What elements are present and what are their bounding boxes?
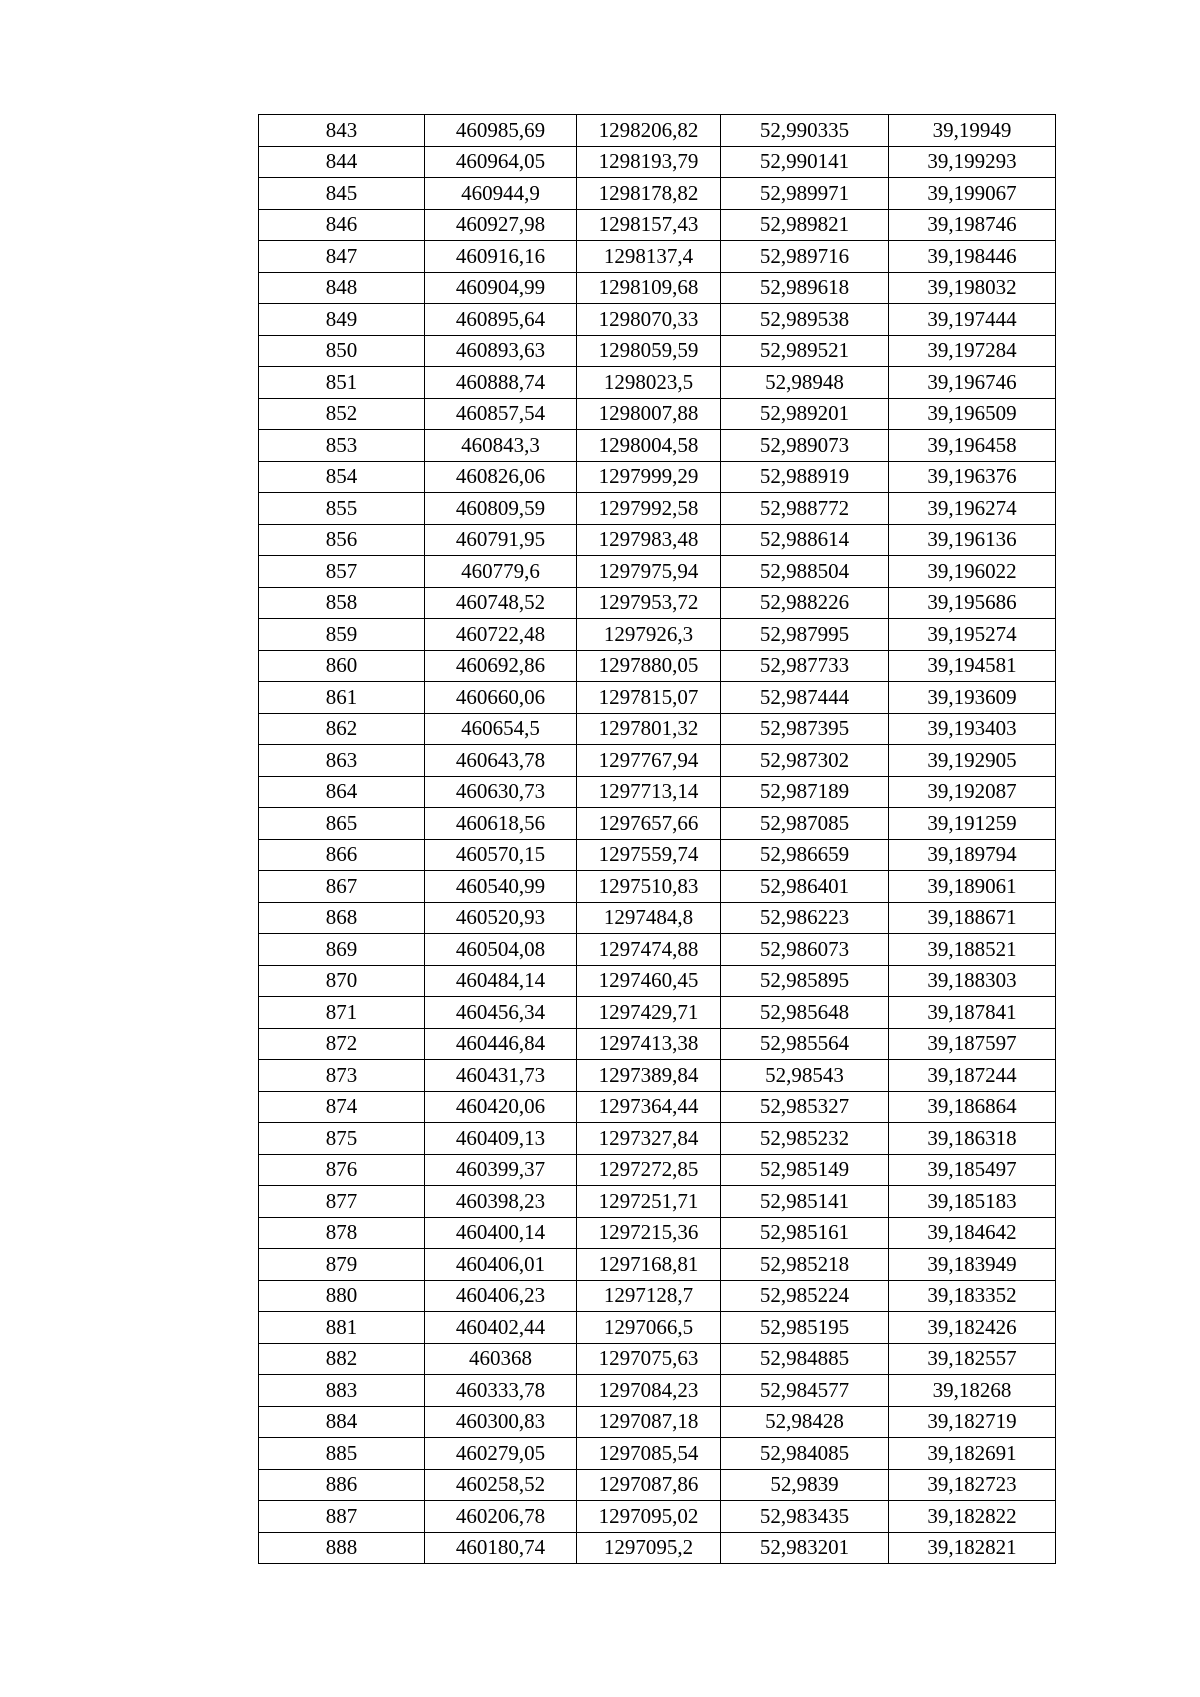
x-coordinate-cell: 460570,15 <box>425 839 577 871</box>
point-number-cell: 887 <box>259 1501 425 1533</box>
y-coordinate-cell: 1297066,5 <box>577 1312 721 1344</box>
y-coordinate-cell: 1297087,86 <box>577 1469 721 1501</box>
longitude-cell: 39,187244 <box>889 1060 1056 1092</box>
y-coordinate-cell: 1297510,83 <box>577 871 721 903</box>
table-row <box>259 493 1056 525</box>
point-number-cell: 853 <box>259 430 425 462</box>
longitude-cell: 39,198446 <box>889 241 1056 273</box>
point-number-cell: 855 <box>259 493 425 525</box>
table-row <box>259 934 1056 966</box>
y-coordinate-cell: 1298157,43 <box>577 209 721 241</box>
latitude-cell: 52,985327 <box>721 1091 889 1123</box>
latitude-cell: 52,987444 <box>721 682 889 714</box>
latitude-cell: 52,988614 <box>721 524 889 556</box>
latitude-cell: 52,983435 <box>721 1501 889 1533</box>
longitude-cell: 39,197444 <box>889 304 1056 336</box>
x-coordinate-cell: 460300,83 <box>425 1406 577 1438</box>
x-coordinate-cell: 460692,86 <box>425 650 577 682</box>
longitude-cell: 39,196376 <box>889 461 1056 493</box>
latitude-cell: 52,984885 <box>721 1343 889 1375</box>
point-number-cell: 867 <box>259 871 425 903</box>
table-row <box>259 1532 1056 1564</box>
point-number-cell: 888 <box>259 1532 425 1564</box>
latitude-cell: 52,985648 <box>721 997 889 1029</box>
latitude-cell: 52,987189 <box>721 776 889 808</box>
table-row <box>259 178 1056 210</box>
latitude-cell: 52,985232 <box>721 1123 889 1155</box>
latitude-cell: 52,983201 <box>721 1532 889 1564</box>
longitude-cell: 39,183352 <box>889 1280 1056 1312</box>
x-coordinate-cell: 460660,06 <box>425 682 577 714</box>
y-coordinate-cell: 1297364,44 <box>577 1091 721 1123</box>
x-coordinate-cell: 460400,14 <box>425 1217 577 1249</box>
point-number-cell: 846 <box>259 209 425 241</box>
table-row <box>259 1186 1056 1218</box>
point-number-cell: 860 <box>259 650 425 682</box>
point-number-cell: 861 <box>259 682 425 714</box>
table-row <box>259 808 1056 840</box>
x-coordinate-cell: 460406,01 <box>425 1249 577 1281</box>
longitude-cell: 39,199067 <box>889 178 1056 210</box>
y-coordinate-cell: 1297880,05 <box>577 650 721 682</box>
y-coordinate-cell: 1297085,54 <box>577 1438 721 1470</box>
latitude-cell: 52,985224 <box>721 1280 889 1312</box>
table-row <box>259 115 1056 147</box>
y-coordinate-cell: 1298070,33 <box>577 304 721 336</box>
longitude-cell: 39,198032 <box>889 272 1056 304</box>
point-number-cell: 862 <box>259 713 425 745</box>
y-coordinate-cell: 1297983,48 <box>577 524 721 556</box>
table-row <box>259 1217 1056 1249</box>
table-row <box>259 1249 1056 1281</box>
y-coordinate-cell: 1298206,82 <box>577 115 721 147</box>
x-coordinate-cell: 460279,05 <box>425 1438 577 1470</box>
y-coordinate-cell: 1298109,68 <box>577 272 721 304</box>
y-coordinate-cell: 1297474,88 <box>577 934 721 966</box>
x-coordinate-cell: 460904,99 <box>425 272 577 304</box>
latitude-cell: 52,986223 <box>721 902 889 934</box>
longitude-cell: 39,198746 <box>889 209 1056 241</box>
x-coordinate-cell: 460540,99 <box>425 871 577 903</box>
latitude-cell: 52,9839 <box>721 1469 889 1501</box>
table-row <box>259 713 1056 745</box>
point-number-cell: 845 <box>259 178 425 210</box>
table-row <box>259 587 1056 619</box>
latitude-cell: 52,990141 <box>721 146 889 178</box>
y-coordinate-cell: 1297713,14 <box>577 776 721 808</box>
latitude-cell: 52,985195 <box>721 1312 889 1344</box>
longitude-cell: 39,182691 <box>889 1438 1056 1470</box>
x-coordinate-cell: 460643,78 <box>425 745 577 777</box>
x-coordinate-cell: 460895,64 <box>425 304 577 336</box>
table-row <box>259 902 1056 934</box>
point-number-cell: 848 <box>259 272 425 304</box>
table-row <box>259 965 1056 997</box>
latitude-cell: 52,987085 <box>721 808 889 840</box>
y-coordinate-cell: 1297767,94 <box>577 745 721 777</box>
y-coordinate-cell: 1297657,66 <box>577 808 721 840</box>
point-number-cell: 878 <box>259 1217 425 1249</box>
x-coordinate-cell: 460420,06 <box>425 1091 577 1123</box>
point-number-cell: 857 <box>259 556 425 588</box>
latitude-cell: 52,988772 <box>721 493 889 525</box>
latitude-cell: 52,986401 <box>721 871 889 903</box>
latitude-cell: 52,985141 <box>721 1186 889 1218</box>
y-coordinate-cell: 1297460,45 <box>577 965 721 997</box>
table-row <box>259 1123 1056 1155</box>
x-coordinate-cell: 460368 <box>425 1343 577 1375</box>
table-row <box>259 241 1056 273</box>
longitude-cell: 39,182719 <box>889 1406 1056 1438</box>
y-coordinate-cell: 1297087,18 <box>577 1406 721 1438</box>
coordinates-table <box>258 114 1056 1564</box>
table-row <box>259 461 1056 493</box>
longitude-cell: 39,182822 <box>889 1501 1056 1533</box>
longitude-cell: 39,197284 <box>889 335 1056 367</box>
point-number-cell: 854 <box>259 461 425 493</box>
x-coordinate-cell: 460944,9 <box>425 178 577 210</box>
point-number-cell: 843 <box>259 115 425 147</box>
table-row <box>259 1343 1056 1375</box>
y-coordinate-cell: 1297484,8 <box>577 902 721 934</box>
latitude-cell: 52,987395 <box>721 713 889 745</box>
longitude-cell: 39,191259 <box>889 808 1056 840</box>
longitude-cell: 39,193403 <box>889 713 1056 745</box>
point-number-cell: 851 <box>259 367 425 399</box>
x-coordinate-cell: 460484,14 <box>425 965 577 997</box>
y-coordinate-cell: 1298007,88 <box>577 398 721 430</box>
latitude-cell: 52,984085 <box>721 1438 889 1470</box>
latitude-cell: 52,987995 <box>721 619 889 651</box>
longitude-cell: 39,195686 <box>889 587 1056 619</box>
latitude-cell: 52,98543 <box>721 1060 889 1092</box>
y-coordinate-cell: 1297413,38 <box>577 1028 721 1060</box>
y-coordinate-cell: 1297815,07 <box>577 682 721 714</box>
x-coordinate-cell: 460779,6 <box>425 556 577 588</box>
point-number-cell: 884 <box>259 1406 425 1438</box>
x-coordinate-cell: 460916,16 <box>425 241 577 273</box>
y-coordinate-cell: 1297327,84 <box>577 1123 721 1155</box>
y-coordinate-cell: 1298137,4 <box>577 241 721 273</box>
longitude-cell: 39,186864 <box>889 1091 1056 1123</box>
x-coordinate-cell: 460446,84 <box>425 1028 577 1060</box>
x-coordinate-cell: 460618,56 <box>425 808 577 840</box>
latitude-cell: 52,987302 <box>721 745 889 777</box>
table-row <box>259 1154 1056 1186</box>
y-coordinate-cell: 1297801,32 <box>577 713 721 745</box>
x-coordinate-cell: 460398,23 <box>425 1186 577 1218</box>
x-coordinate-cell: 460791,95 <box>425 524 577 556</box>
table-row <box>259 1375 1056 1407</box>
longitude-cell: 39,196458 <box>889 430 1056 462</box>
point-number-cell: 870 <box>259 965 425 997</box>
point-number-cell: 849 <box>259 304 425 336</box>
longitude-cell: 39,188671 <box>889 902 1056 934</box>
x-coordinate-cell: 460826,06 <box>425 461 577 493</box>
table-row <box>259 682 1056 714</box>
point-number-cell: 871 <box>259 997 425 1029</box>
y-coordinate-cell: 1297272,85 <box>577 1154 721 1186</box>
table-row <box>259 556 1056 588</box>
table-row <box>259 1060 1056 1092</box>
table-row <box>259 367 1056 399</box>
table-row <box>259 524 1056 556</box>
point-number-cell: 869 <box>259 934 425 966</box>
latitude-cell: 52,986659 <box>721 839 889 871</box>
point-number-cell: 882 <box>259 1343 425 1375</box>
x-coordinate-cell: 460406,23 <box>425 1280 577 1312</box>
latitude-cell: 52,989073 <box>721 430 889 462</box>
point-number-cell: 881 <box>259 1312 425 1344</box>
latitude-cell: 52,986073 <box>721 934 889 966</box>
table-row <box>259 1312 1056 1344</box>
latitude-cell: 52,985149 <box>721 1154 889 1186</box>
table-row <box>259 1091 1056 1123</box>
longitude-cell: 39,185183 <box>889 1186 1056 1218</box>
point-number-cell: 865 <box>259 808 425 840</box>
latitude-cell: 52,985564 <box>721 1028 889 1060</box>
longitude-cell: 39,199293 <box>889 146 1056 178</box>
y-coordinate-cell: 1297095,2 <box>577 1532 721 1564</box>
longitude-cell: 39,193609 <box>889 682 1056 714</box>
point-number-cell: 876 <box>259 1154 425 1186</box>
point-number-cell: 868 <box>259 902 425 934</box>
x-coordinate-cell: 460399,37 <box>425 1154 577 1186</box>
y-coordinate-cell: 1297559,74 <box>577 839 721 871</box>
longitude-cell: 39,192905 <box>889 745 1056 777</box>
latitude-cell: 52,989201 <box>721 398 889 430</box>
longitude-cell: 39,184642 <box>889 1217 1056 1249</box>
table-row <box>259 398 1056 430</box>
longitude-cell: 39,182723 <box>889 1469 1056 1501</box>
x-coordinate-cell: 460504,08 <box>425 934 577 966</box>
longitude-cell: 39,186318 <box>889 1123 1056 1155</box>
latitude-cell: 52,989716 <box>721 241 889 273</box>
point-number-cell: 874 <box>259 1091 425 1123</box>
x-coordinate-cell: 460893,63 <box>425 335 577 367</box>
y-coordinate-cell: 1297128,7 <box>577 1280 721 1312</box>
point-number-cell: 859 <box>259 619 425 651</box>
table-row <box>259 776 1056 808</box>
longitude-cell: 39,196509 <box>889 398 1056 430</box>
table-row <box>259 146 1056 178</box>
x-coordinate-cell: 460409,13 <box>425 1123 577 1155</box>
y-coordinate-cell: 1298004,58 <box>577 430 721 462</box>
x-coordinate-cell: 460843,3 <box>425 430 577 462</box>
x-coordinate-cell: 460258,52 <box>425 1469 577 1501</box>
longitude-cell: 39,182426 <box>889 1312 1056 1344</box>
table-row <box>259 619 1056 651</box>
x-coordinate-cell: 460857,54 <box>425 398 577 430</box>
table-row <box>259 335 1056 367</box>
longitude-cell: 39,189061 <box>889 871 1056 903</box>
coordinates-table-body <box>259 115 1056 1564</box>
point-number-cell: 864 <box>259 776 425 808</box>
y-coordinate-cell: 1297953,72 <box>577 587 721 619</box>
longitude-cell: 39,196022 <box>889 556 1056 588</box>
point-number-cell: 875 <box>259 1123 425 1155</box>
point-number-cell: 856 <box>259 524 425 556</box>
point-number-cell: 858 <box>259 587 425 619</box>
x-coordinate-cell: 460402,44 <box>425 1312 577 1344</box>
latitude-cell: 52,990335 <box>721 115 889 147</box>
latitude-cell: 52,989538 <box>721 304 889 336</box>
table-row <box>259 997 1056 1029</box>
table-row <box>259 1280 1056 1312</box>
y-coordinate-cell: 1298059,59 <box>577 335 721 367</box>
y-coordinate-cell: 1297992,58 <box>577 493 721 525</box>
y-coordinate-cell: 1298023,5 <box>577 367 721 399</box>
longitude-cell: 39,18268 <box>889 1375 1056 1407</box>
x-coordinate-cell: 460630,73 <box>425 776 577 808</box>
x-coordinate-cell: 460206,78 <box>425 1501 577 1533</box>
latitude-cell: 52,989618 <box>721 272 889 304</box>
longitude-cell: 39,195274 <box>889 619 1056 651</box>
x-coordinate-cell: 460964,05 <box>425 146 577 178</box>
y-coordinate-cell: 1297389,84 <box>577 1060 721 1092</box>
latitude-cell: 52,988226 <box>721 587 889 619</box>
y-coordinate-cell: 1297084,23 <box>577 1375 721 1407</box>
point-number-cell: 850 <box>259 335 425 367</box>
latitude-cell: 52,988504 <box>721 556 889 588</box>
table-row <box>259 1469 1056 1501</box>
longitude-cell: 39,187841 <box>889 997 1056 1029</box>
point-number-cell: 886 <box>259 1469 425 1501</box>
table-row <box>259 304 1056 336</box>
x-coordinate-cell: 460456,34 <box>425 997 577 1029</box>
point-number-cell: 852 <box>259 398 425 430</box>
y-coordinate-cell: 1298178,82 <box>577 178 721 210</box>
table-row <box>259 1501 1056 1533</box>
table-row <box>259 1438 1056 1470</box>
x-coordinate-cell: 460722,48 <box>425 619 577 651</box>
latitude-cell: 52,985161 <box>721 1217 889 1249</box>
x-coordinate-cell: 460431,73 <box>425 1060 577 1092</box>
latitude-cell: 52,989521 <box>721 335 889 367</box>
x-coordinate-cell: 460985,69 <box>425 115 577 147</box>
point-number-cell: 879 <box>259 1249 425 1281</box>
longitude-cell: 39,194581 <box>889 650 1056 682</box>
point-number-cell: 844 <box>259 146 425 178</box>
point-number-cell: 863 <box>259 745 425 777</box>
latitude-cell: 52,984577 <box>721 1375 889 1407</box>
point-number-cell: 883 <box>259 1375 425 1407</box>
point-number-cell: 873 <box>259 1060 425 1092</box>
y-coordinate-cell: 1297075,63 <box>577 1343 721 1375</box>
latitude-cell: 52,987733 <box>721 650 889 682</box>
latitude-cell: 52,985895 <box>721 965 889 997</box>
table-row <box>259 1406 1056 1438</box>
x-coordinate-cell: 460654,5 <box>425 713 577 745</box>
y-coordinate-cell: 1297168,81 <box>577 1249 721 1281</box>
point-number-cell: 885 <box>259 1438 425 1470</box>
x-coordinate-cell: 460333,78 <box>425 1375 577 1407</box>
longitude-cell: 39,196136 <box>889 524 1056 556</box>
table-row <box>259 839 1056 871</box>
x-coordinate-cell: 460180,74 <box>425 1532 577 1564</box>
y-coordinate-cell: 1297999,29 <box>577 461 721 493</box>
latitude-cell: 52,989971 <box>721 178 889 210</box>
longitude-cell: 39,187597 <box>889 1028 1056 1060</box>
latitude-cell: 52,98948 <box>721 367 889 399</box>
x-coordinate-cell: 460888,74 <box>425 367 577 399</box>
point-number-cell: 872 <box>259 1028 425 1060</box>
point-number-cell: 880 <box>259 1280 425 1312</box>
latitude-cell: 52,985218 <box>721 1249 889 1281</box>
longitude-cell: 39,196274 <box>889 493 1056 525</box>
latitude-cell: 52,98428 <box>721 1406 889 1438</box>
latitude-cell: 52,988919 <box>721 461 889 493</box>
longitude-cell: 39,196746 <box>889 367 1056 399</box>
y-coordinate-cell: 1298193,79 <box>577 146 721 178</box>
point-number-cell: 847 <box>259 241 425 273</box>
table-row <box>259 209 1056 241</box>
x-coordinate-cell: 460809,59 <box>425 493 577 525</box>
point-number-cell: 866 <box>259 839 425 871</box>
table-row <box>259 650 1056 682</box>
y-coordinate-cell: 1297926,3 <box>577 619 721 651</box>
longitude-cell: 39,189794 <box>889 839 1056 871</box>
y-coordinate-cell: 1297429,71 <box>577 997 721 1029</box>
y-coordinate-cell: 1297251,71 <box>577 1186 721 1218</box>
table-row <box>259 272 1056 304</box>
longitude-cell: 39,188303 <box>889 965 1056 997</box>
table-row <box>259 745 1056 777</box>
longitude-cell: 39,19949 <box>889 115 1056 147</box>
longitude-cell: 39,188521 <box>889 934 1056 966</box>
longitude-cell: 39,183949 <box>889 1249 1056 1281</box>
latitude-cell: 52,989821 <box>721 209 889 241</box>
x-coordinate-cell: 460748,52 <box>425 587 577 619</box>
table-row <box>259 1028 1056 1060</box>
y-coordinate-cell: 1297095,02 <box>577 1501 721 1533</box>
x-coordinate-cell: 460520,93 <box>425 902 577 934</box>
y-coordinate-cell: 1297215,36 <box>577 1217 721 1249</box>
table-row <box>259 871 1056 903</box>
longitude-cell: 39,182821 <box>889 1532 1056 1564</box>
y-coordinate-cell: 1297975,94 <box>577 556 721 588</box>
longitude-cell: 39,192087 <box>889 776 1056 808</box>
table-row <box>259 430 1056 462</box>
longitude-cell: 39,185497 <box>889 1154 1056 1186</box>
point-number-cell: 877 <box>259 1186 425 1218</box>
longitude-cell: 39,182557 <box>889 1343 1056 1375</box>
x-coordinate-cell: 460927,98 <box>425 209 577 241</box>
